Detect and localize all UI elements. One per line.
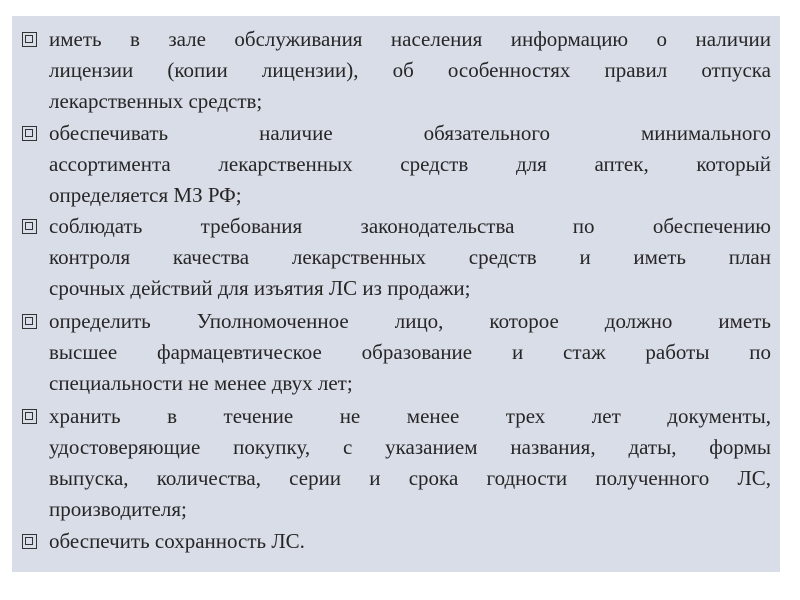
text-line: высшее фармацевтическое образование и стаж работы по: [49, 340, 771, 364]
text-line: обеспечивать наличие обязательного минимального: [49, 121, 771, 145]
bullet-text: [49, 211, 771, 304]
bullet-text: [49, 526, 771, 557]
square-bullet-icon: [22, 409, 37, 424]
square-bullet-icon: [22, 126, 37, 141]
bullet-text: [49, 401, 771, 525]
text-line: лицензии (копии лицензии), об особенностях правил отпуска: [49, 58, 771, 82]
text-line: срочных действий для изъятия ЛС из продажи;: [49, 276, 471, 300]
text-panel: [12, 16, 780, 572]
text-line: иметь в зале обслуживания населения информацию о наличии: [49, 27, 771, 51]
text-line: производителя;: [49, 497, 187, 521]
square-bullet-icon: [22, 32, 37, 47]
text-line: удостоверяющие покупку, с указанием названия, даты, формы: [49, 435, 771, 459]
text-line: выпуска, количества, серии и срока годности полученного ЛС,: [49, 466, 771, 490]
text-line: контроля качества лекарственных средств и иметь план: [49, 245, 771, 269]
bullet-text: [49, 306, 771, 399]
square-bullet-icon: [22, 314, 37, 329]
text-line: обеспечить сохранность ЛС.: [49, 529, 305, 553]
text-line: определяется МЗ РФ;: [49, 183, 242, 207]
text-line: специальности не менее двух лет;: [49, 371, 353, 395]
text-line: определить Уполномоченное лицо, которое должно иметь: [49, 309, 771, 333]
text-line: ассортимента лекарственных средств для аптек, который: [49, 152, 771, 176]
bullet-text: [49, 24, 771, 117]
text-line: лекарственных средств;: [49, 89, 263, 113]
square-bullet-icon: [22, 219, 37, 234]
square-bullet-icon: [22, 534, 37, 549]
text-line: соблюдать требования законодательства по обеспечению: [49, 214, 771, 238]
text-line: хранить в течение не менее трех лет документы,: [49, 404, 771, 428]
bullet-text: [49, 118, 771, 211]
